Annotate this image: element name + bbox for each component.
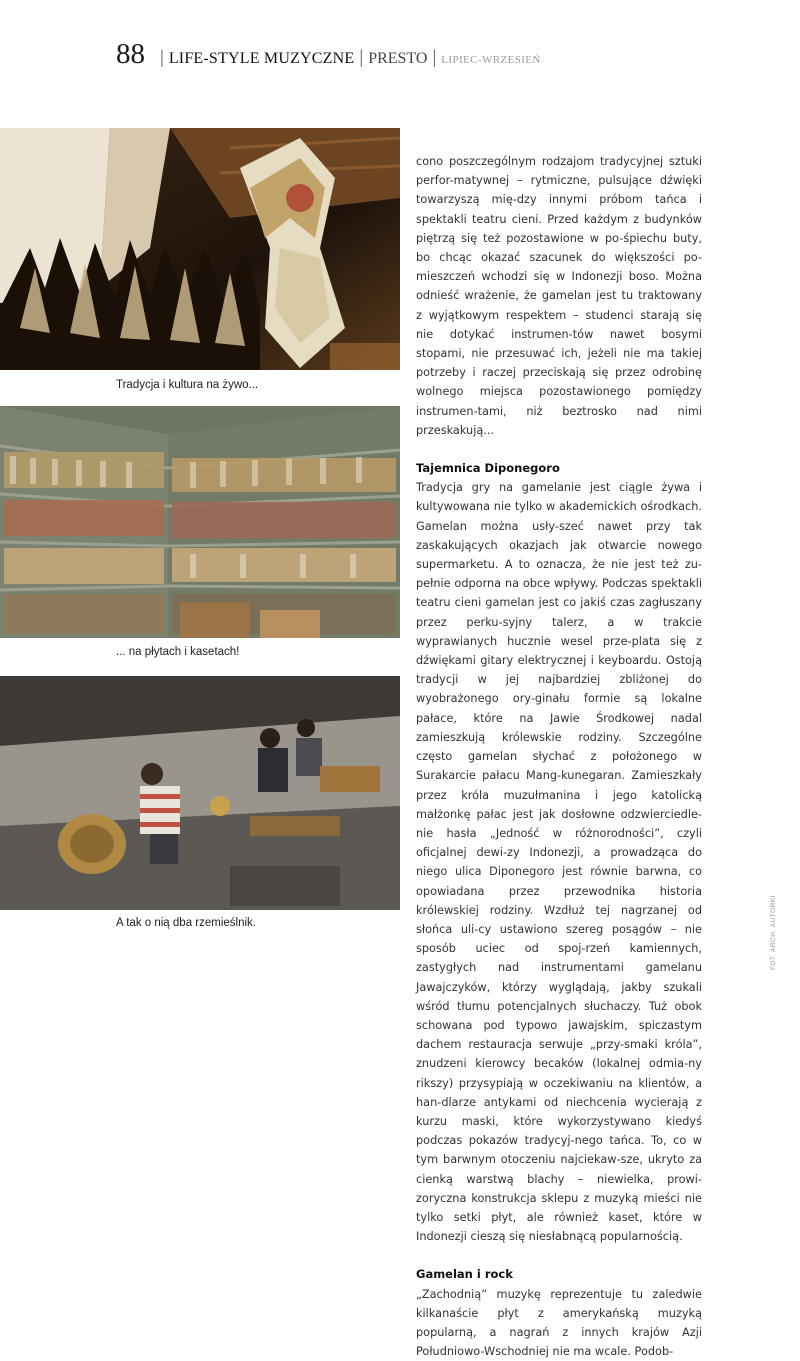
caption-1: Tradycja i kultura na żywo...: [116, 379, 259, 391]
section-title-diponegoro: Tajemnica Diponegoro: [416, 461, 560, 476]
section-text-diponegoro: Tradycja gry na gamelanie jest ciągle żywa i kultywowana nie tylko w akademickich ośrodkach. Gamelan można usły-szeć nawet przy tak zaskakujących okazjach jak otwarcie nowego supermarketu. A to oznacza, że nie jest też zu-pełnie odporna na obce wpływy. Podczas spektakli teatru cieni gamelan jest co jakiś czas zagłuszany przez perku-syjny talerz, a w trakcie wyprawianych hucznie wesel prze-plata się z dźwiękami gitary elektrycznej i keyboardu. Ostoją tradycji w jej najbardziej zbliżonej do wyobrażonego ory-ginału formie są lokalne pałace, które na Jawie Środkowej nadal zamieszkują królewskie rodziny. Szczególne często gamelan słychać z położonego w Surakarcie pałacu Mang-kunegaran. Zamieszkały przez króla muzułmanina i jego katolicką małżonkę pałac jest jak dosłowne odzwierciedle-nie hasła „Jedność w różnorodności”, czyli oficjalnej dewi-zy Indonezji, a prowadząca do niego ulica Diponegoro jest równie barwna, co opowiadana przez przewodnika historia królewskiej rodziny. Wzdłuż tej nagrzanej od słońca uli-cy ustawiono szereg posągów – nie sposób uciec od spoj-rzeń kamiennych, zastygłych nad instrumentami gamelanu Jawajczyków, którzy wyglądają, jakby szukali wśród tłumu potencjalnych słuchaczy. Tuż obok schowana pod typowo jawajskim, spiczastym dachem restauracja serwuje „przy-smaki króla”, znudzeni kierowcy becaków (lokalnej odmia-ny rikszy) przysypiają w oczekiwaniu na klientów, a han-dlarze antykami od niechcenia wycierają z kurzu maski, które wykorzystywano kiedyś podczas pokazów tradycyj-nego tańca. To, co w tym barwnym otoczeniu najciekaw-sze, ukryto za cienką warstwą blachy – niewielka, prowi-zoryczna konstrukcja sklepu z muzyką mieści nie tylko setki płyt, ale również kaset, które w Indonezji cieszą się niesłabnącą popularnością.: [416, 481, 702, 1244]
section-name: LIFE-STYLE MUZYCZNE: [168, 50, 355, 67]
article-column: [416, 152, 702, 1361]
wayang-puppets-photo: [0, 128, 400, 370]
page-header: [116, 38, 541, 78]
page-number: 88: [116, 38, 145, 70]
photo-credit: FOT. ARCH. AUTORKI: [770, 895, 777, 970]
magazine-name: PRESTO: [368, 50, 428, 67]
header-separator: |: [359, 47, 364, 68]
section-text-gamelan-rock: „Zachodnią” muzykę reprezentuje tu zaledwie kilkanaście płyt z amerykańską muzyką popularną, a nagrań z innych krajów Azji Południowo-Wschodniej nie ma wcale. Podob-: [416, 1287, 702, 1359]
music-shop-shelves-photo: [0, 406, 400, 638]
caption-3: A tak o nią dba rzemieślnik.: [116, 917, 256, 929]
article-intro: cono poszczególnym rodzajom tradycyjnej sztuki perfor-matywnej – rytmiczne, pulsujące dźwięki towarzyszą mię-dzy innymi próbom tańca i spektakli teatru cieni. Przed każdym z budynków piętrzą się też pozostawione w po-śpiechu buty, bo chcąc okazać szacunek do większości po-mieszczeń wchodzi się w Indonezji boso. Można odnieść wrażenie, że gamelan jest tu traktowany z wyjątkowym respektem – studenci starają się nie dotykać instrumen-tów nawet bosymi stopami, nie przesuwać ich, jeżeli nie ma takiej potrzeby i raczej przeciskają się przez odrobinę wolnego miejsca pozostawionego pomiędzy instrumen-tami, niż beztrosko nad nimi przeskakują...: [416, 155, 702, 437]
header-separator: |: [160, 47, 164, 68]
issue-date: LIPIEC-WRZESIEŃ: [441, 54, 541, 66]
section-title-gamelan-rock: Gamelan i rock: [416, 1267, 513, 1282]
caption-2: ... na płytach i kasetach!: [116, 646, 240, 658]
header-separator: |: [432, 47, 437, 68]
craftsmen-workshop-photo: [0, 676, 400, 910]
